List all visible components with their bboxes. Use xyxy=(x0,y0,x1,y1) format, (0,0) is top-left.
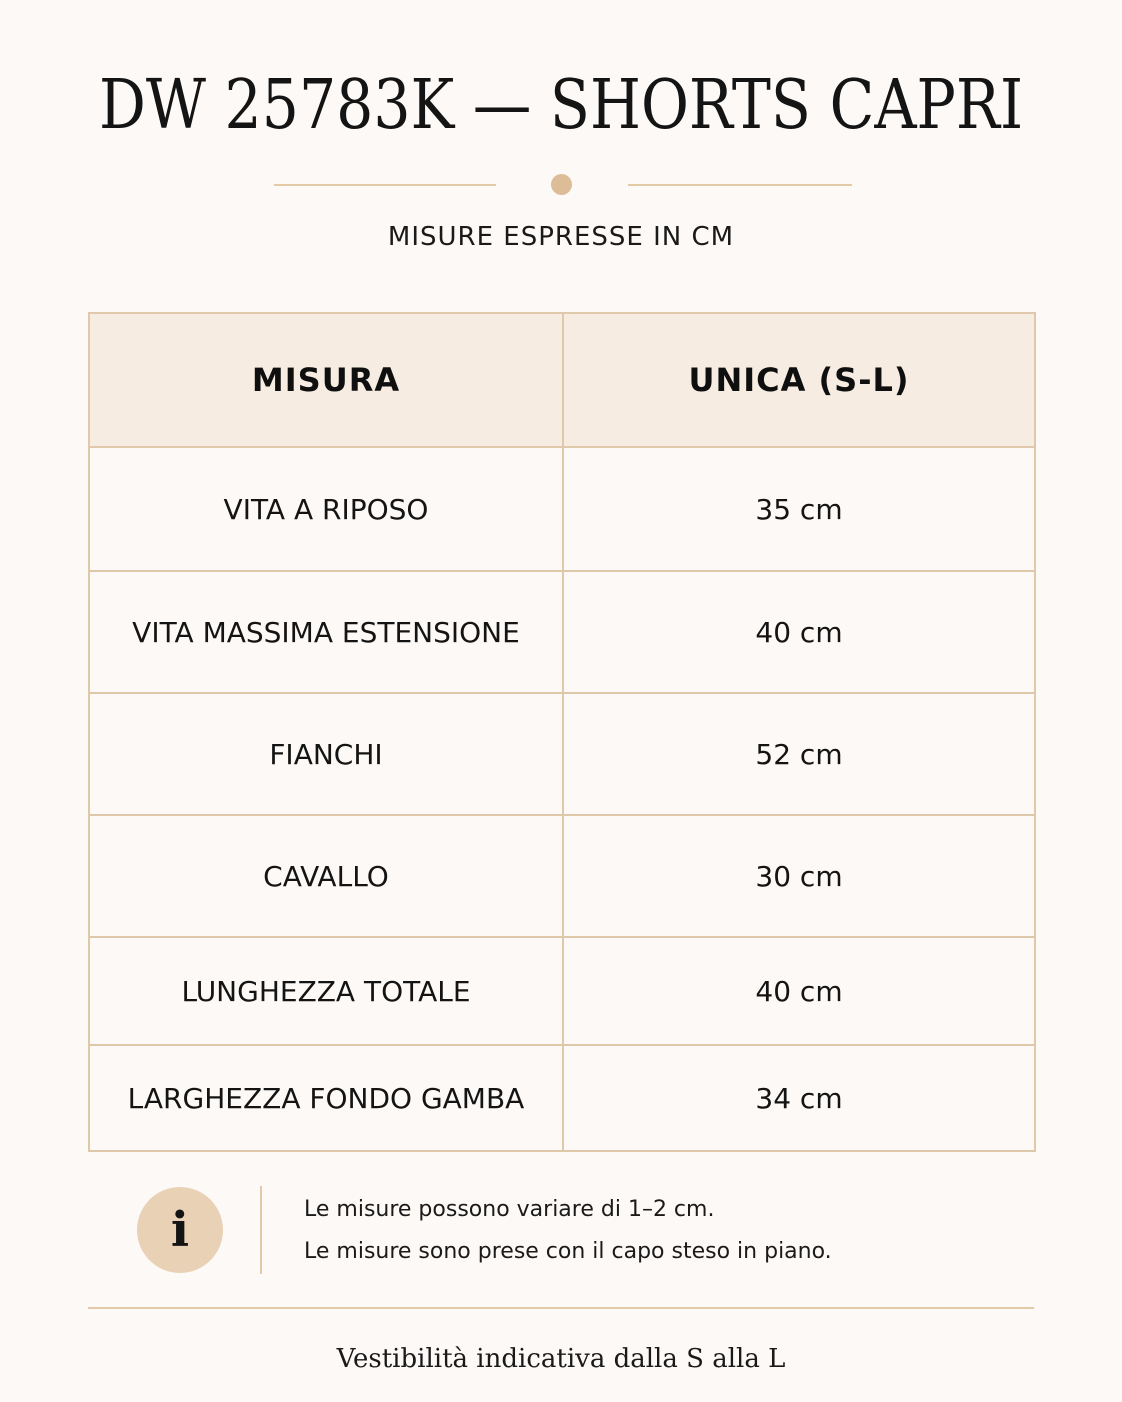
table-row xyxy=(89,815,1035,937)
page-title: DW 25783K — SHORTS CAPRI xyxy=(98,66,1024,145)
info-note-flat: Le misure sono prese con il capo steso in piano. xyxy=(304,1239,832,1264)
size-table xyxy=(88,312,1036,1152)
measure-value: 34 cm xyxy=(563,1045,1035,1151)
title-divider-right xyxy=(628,184,852,186)
table-row xyxy=(89,571,1035,693)
measure-value: 35 cm xyxy=(563,447,1035,571)
column-header-misura: MISURA xyxy=(89,313,563,447)
divider-dot-icon xyxy=(551,174,572,195)
measure-label: FIANCHI xyxy=(89,693,563,815)
measure-value: 52 cm xyxy=(563,693,1035,815)
info-divider xyxy=(260,1186,262,1274)
table-header-row xyxy=(89,313,1035,447)
column-header-unica: UNICA (S-L) xyxy=(563,313,1035,447)
measure-value: 40 cm xyxy=(563,937,1035,1045)
measure-value: 40 cm xyxy=(563,571,1035,693)
info-note-variation: Le misure possono variare di 1–2 cm. xyxy=(304,1197,715,1222)
info-icon: i xyxy=(137,1187,223,1273)
measure-label: LUNGHEZZA TOTALE xyxy=(89,937,563,1045)
measure-value: 30 cm xyxy=(563,815,1035,937)
table-row xyxy=(89,937,1035,1045)
footer-rule xyxy=(88,1307,1034,1309)
page-subtitle: MISURE ESPRESSE IN CM xyxy=(387,222,735,252)
table-row xyxy=(89,447,1035,571)
footer-note: Vestibilità indicativa dalla S alla L xyxy=(336,1344,786,1374)
measure-label: VITA A RIPOSO xyxy=(89,447,563,571)
measure-label: VITA MASSIMA ESTENSIONE xyxy=(89,571,563,693)
table-row xyxy=(89,1045,1035,1151)
measure-label: CAVALLO xyxy=(89,815,563,937)
table-row xyxy=(89,693,1035,815)
measure-label: LARGHEZZA FONDO GAMBA xyxy=(89,1045,563,1151)
title-divider-left xyxy=(274,184,496,186)
